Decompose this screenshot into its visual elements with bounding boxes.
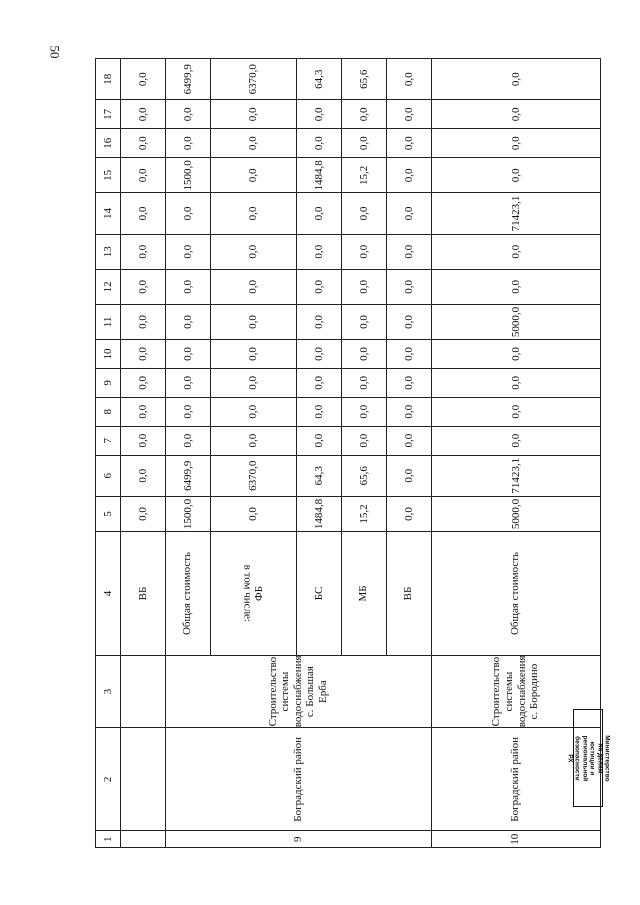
cell: 64,3 <box>297 59 342 100</box>
cell: 65,6 <box>341 59 386 100</box>
cell: 0,0 <box>210 304 296 339</box>
cell: 71423,1 <box>431 455 600 496</box>
cell: 0,0 <box>431 100 600 129</box>
cell: 0,0 <box>210 368 296 397</box>
cell: 0,0 <box>121 129 166 158</box>
cell: 0,0 <box>297 304 342 339</box>
col-num: 6 <box>96 455 121 496</box>
cell: 0,0 <box>210 426 296 455</box>
cell: 0,0 <box>386 339 431 368</box>
cell: 0,0 <box>121 455 166 496</box>
cell: 0,0 <box>165 193 210 234</box>
cell: 0,0 <box>121 339 166 368</box>
table-row <box>121 59 166 848</box>
cell: 1500,0 <box>165 496 210 531</box>
cell: 0,0 <box>121 100 166 129</box>
cell: 5000,0 <box>431 496 600 531</box>
col-num: 1 <box>96 831 121 848</box>
cell: 0,0 <box>121 158 166 193</box>
cell: 5000,0 <box>431 304 600 339</box>
cell: 0,0 <box>431 397 600 426</box>
cell: 0,0 <box>297 269 342 304</box>
cell: 0,0 <box>121 193 166 234</box>
cell: 0,0 <box>165 368 210 397</box>
cell: 0,0 <box>431 234 600 269</box>
cell: 0,0 <box>341 269 386 304</box>
cell: 0,0 <box>341 193 386 234</box>
cell: 0,0 <box>386 496 431 531</box>
cell: 1500,0 <box>165 158 210 193</box>
stamp-text: Министерство по делам юстиции и региональной безопасности РХ <box>566 734 611 782</box>
cell: 0,0 <box>297 397 342 426</box>
row-number: 10 <box>431 831 600 848</box>
cell: 6499,9 <box>165 59 210 100</box>
row-label <box>210 532 296 656</box>
col-num: 5 <box>96 496 121 531</box>
col-num: 3 <box>96 655 121 727</box>
cell: 0,0 <box>121 234 166 269</box>
cell: 64,3 <box>297 455 342 496</box>
cell: 0,0 <box>297 368 342 397</box>
col-num: 10 <box>96 339 121 368</box>
cell: 0,0 <box>210 339 296 368</box>
cell: 0,0 <box>165 100 210 129</box>
cell: 0,0 <box>431 339 600 368</box>
col-num: 14 <box>96 193 121 234</box>
ministry-stamp <box>566 709 611 807</box>
cell: 15,2 <box>341 158 386 193</box>
cell: 0,0 <box>386 59 431 100</box>
row-label-text: ФБ <box>253 585 266 601</box>
sub-label: в том числе: <box>241 564 254 623</box>
cell: 0,0 <box>297 129 342 158</box>
cell: 0,0 <box>386 158 431 193</box>
project-name: Строительство системы водоснабжения с. Большая Ерба <box>165 655 431 727</box>
cell: 0,0 <box>210 100 296 129</box>
cell: 0,0 <box>341 426 386 455</box>
row-label: ВБ <box>386 532 431 656</box>
col-num: 16 <box>96 129 121 158</box>
row-number: 9 <box>165 831 431 848</box>
cell: 0,0 <box>386 234 431 269</box>
cell: 0,0 <box>386 269 431 304</box>
cell: 0,0 <box>341 129 386 158</box>
page-number: 50 <box>47 45 63 59</box>
cell: 0,0 <box>121 304 166 339</box>
cell: 0,0 <box>386 455 431 496</box>
cell: 0,0 <box>210 158 296 193</box>
cell: 6499,9 <box>165 455 210 496</box>
cell: 0,0 <box>386 368 431 397</box>
cell: 0,0 <box>431 426 600 455</box>
project-name: Строительство системы водоснабжения с. Бородино <box>431 655 600 727</box>
row-label: МБ <box>341 532 386 656</box>
cell: 0,0 <box>386 129 431 158</box>
cell: 0,0 <box>431 368 600 397</box>
cell: 1484,8 <box>297 496 342 531</box>
row-label: БС <box>297 532 342 656</box>
col-num: 17 <box>96 100 121 129</box>
cell: 0,0 <box>210 193 296 234</box>
cell: 0,0 <box>165 426 210 455</box>
cell: 0,0 <box>431 269 600 304</box>
cell: 0,0 <box>121 368 166 397</box>
cell: 0,0 <box>341 368 386 397</box>
cell: 6370,0 <box>210 59 296 100</box>
cell: 0,0 <box>210 129 296 158</box>
col-num: 8 <box>96 397 121 426</box>
cell: 0,0 <box>121 269 166 304</box>
col-num: 4 <box>96 532 121 656</box>
cell: 0,0 <box>297 339 342 368</box>
cell: 0,0 <box>210 269 296 304</box>
cell: 0,0 <box>386 193 431 234</box>
col-num: 12 <box>96 269 121 304</box>
cell: 0,0 <box>341 304 386 339</box>
cell: 0,0 <box>210 496 296 531</box>
cell: 0,0 <box>386 100 431 129</box>
cell: 0,0 <box>431 158 600 193</box>
cell: 0,0 <box>210 234 296 269</box>
cell: 0,0 <box>165 304 210 339</box>
cell: 65,6 <box>341 455 386 496</box>
cell: 1484,8 <box>297 158 342 193</box>
district: Боградский район <box>165 728 431 831</box>
col-num: 7 <box>96 426 121 455</box>
row-label: Общая стоимость <box>431 532 600 656</box>
cell: 0,0 <box>210 397 296 426</box>
cell: 0,0 <box>121 397 166 426</box>
cell: 0,0 <box>297 193 342 234</box>
col-num: 18 <box>96 59 121 100</box>
cell: 0,0 <box>121 426 166 455</box>
cell: 0,0 <box>121 496 166 531</box>
col-num: 11 <box>96 304 121 339</box>
cell: 0,0 <box>121 59 166 100</box>
col-num: 13 <box>96 234 121 269</box>
cell: 0,0 <box>297 100 342 129</box>
cell: 6370,0 <box>210 455 296 496</box>
budget-table <box>95 58 601 848</box>
cell: 15,2 <box>341 496 386 531</box>
cell: 0,0 <box>431 129 600 158</box>
district: Боградский район <box>431 728 600 831</box>
col-num: 2 <box>96 728 121 831</box>
cell: 0,0 <box>341 397 386 426</box>
cell: 0,0 <box>165 269 210 304</box>
cell: 0,0 <box>386 304 431 339</box>
rotated-table-wrapper <box>95 58 601 848</box>
table-row <box>165 59 210 848</box>
column-number-row <box>96 59 121 848</box>
cell: 0,0 <box>165 339 210 368</box>
cell: 0,0 <box>431 59 600 100</box>
cell: 0,0 <box>165 129 210 158</box>
cell: 71423,1 <box>431 193 600 234</box>
row-label: ВБ <box>121 532 166 656</box>
col-num: 15 <box>96 158 121 193</box>
col-num: 9 <box>96 368 121 397</box>
row-label: Общая стоимость <box>165 532 210 656</box>
cell: 0,0 <box>386 426 431 455</box>
cell: 0,0 <box>386 397 431 426</box>
cell: 0,0 <box>165 234 210 269</box>
cell: 0,0 <box>297 426 342 455</box>
cell: 0,0 <box>341 234 386 269</box>
cell: 0,0 <box>165 397 210 426</box>
cell: 0,0 <box>341 339 386 368</box>
cell: 0,0 <box>341 100 386 129</box>
cell: 0,0 <box>297 234 342 269</box>
